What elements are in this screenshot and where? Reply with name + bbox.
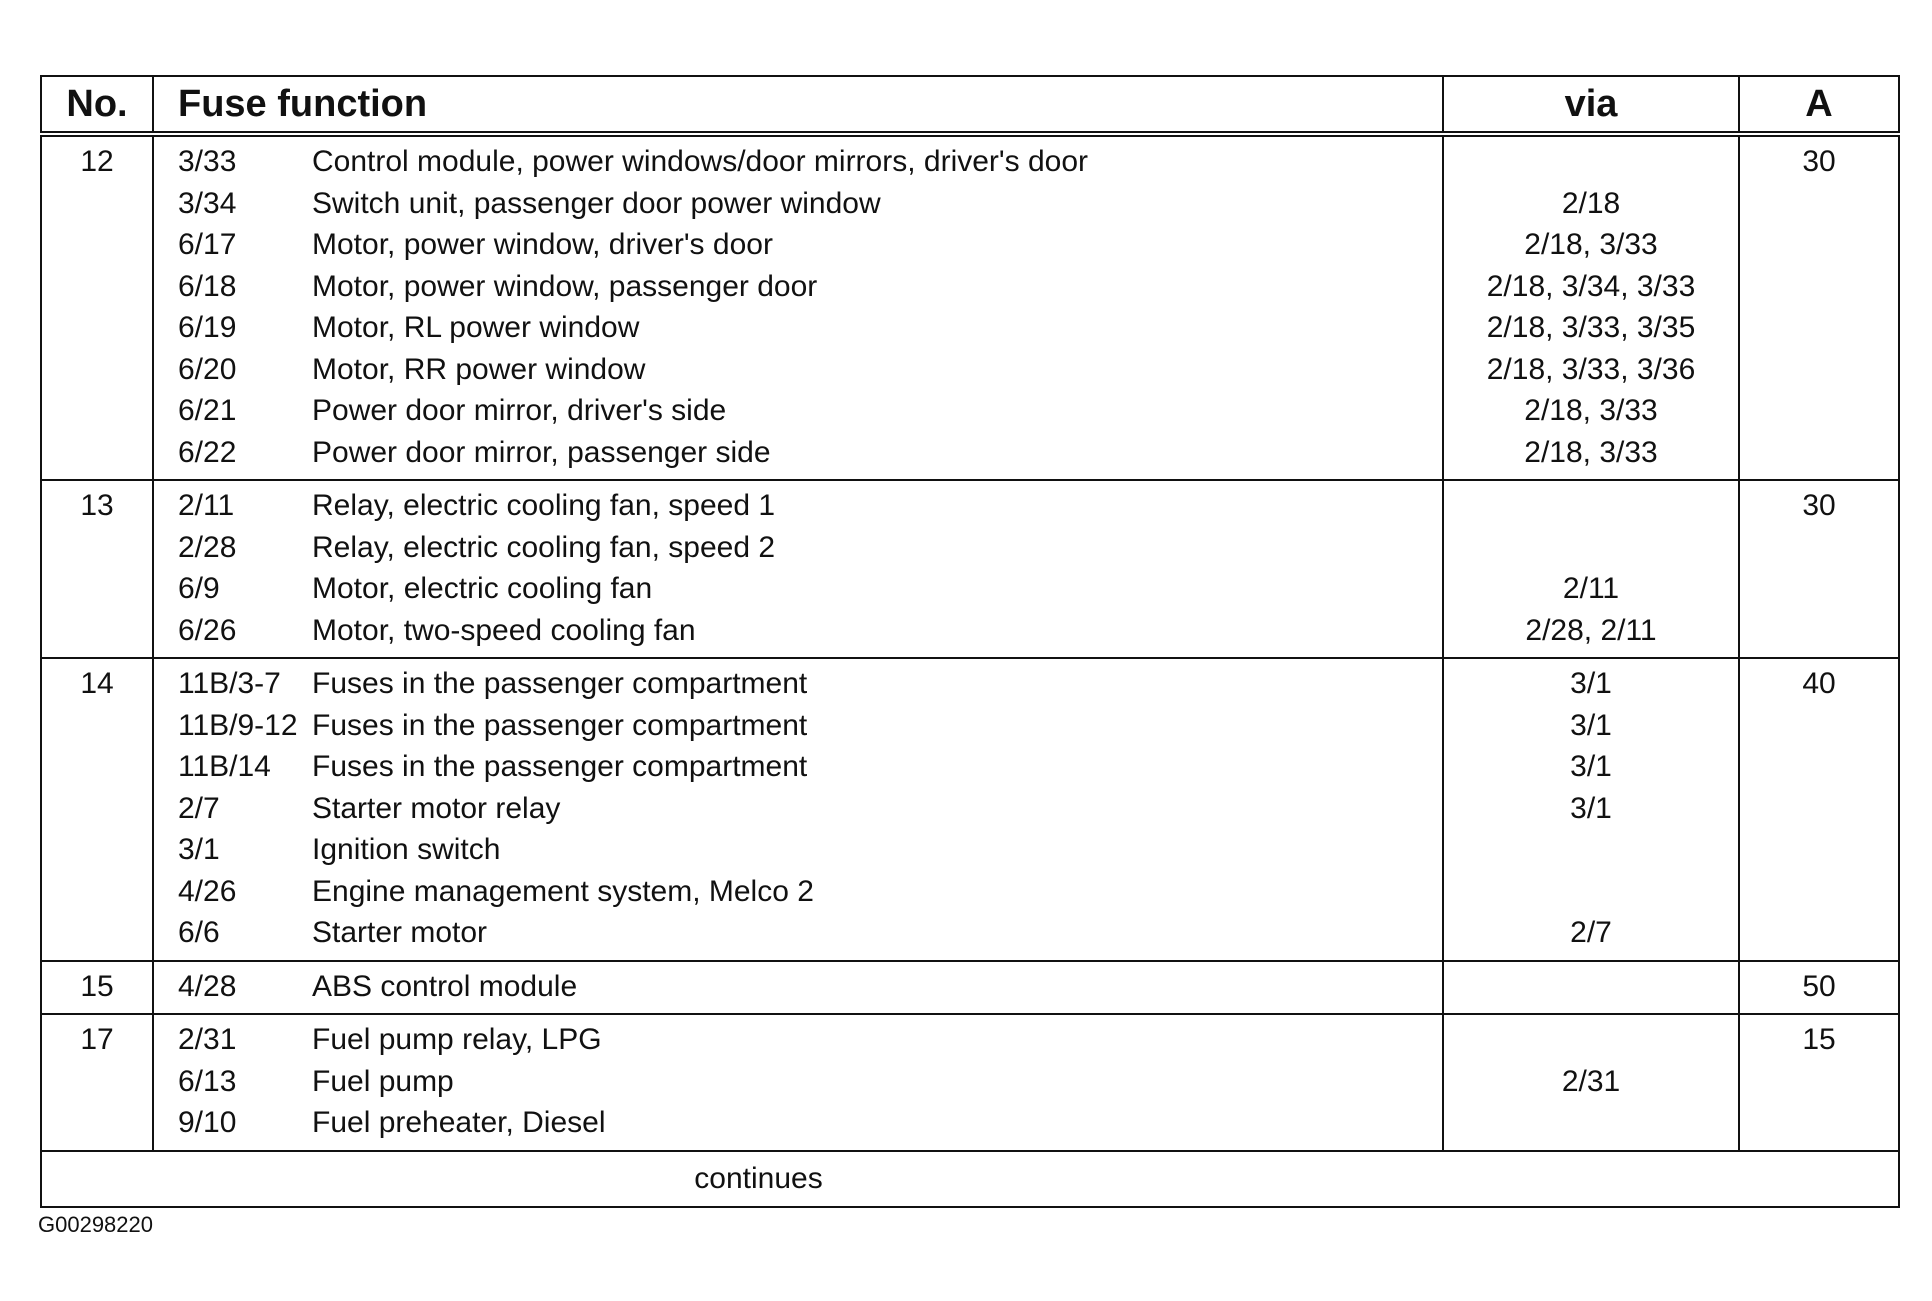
continues-empty-via	[1443, 1151, 1739, 1207]
via-value: 2/7	[1443, 912, 1739, 961]
header-fuse-function: Fuse function	[153, 76, 1443, 134]
table-row	[41, 568, 1899, 610]
via-value	[1443, 1014, 1739, 1061]
component-description: Motor, RR power window	[312, 349, 1443, 391]
fuse-amperage	[1739, 610, 1899, 659]
component-code: 6/17	[153, 224, 312, 266]
fuse-number	[41, 183, 153, 225]
via-value: 2/31	[1443, 1061, 1739, 1103]
via-value: 3/1	[1443, 705, 1739, 747]
component-code: 11B/9-12	[153, 705, 312, 747]
component-description: Engine management system, Melco 2	[312, 871, 1443, 913]
table-row	[41, 658, 1899, 705]
table-row	[41, 307, 1899, 349]
via-value: 3/1	[1443, 788, 1739, 830]
component-code: 9/10	[153, 1102, 312, 1151]
table-row	[41, 390, 1899, 432]
header-via: via	[1443, 76, 1739, 134]
component-code: 2/28	[153, 527, 312, 569]
continues-empty-no	[41, 1151, 153, 1207]
component-code: 3/33	[153, 134, 312, 183]
component-description: Motor, electric cooling fan	[312, 568, 1443, 610]
fuse-amperage	[1739, 183, 1899, 225]
fuse-number	[41, 746, 153, 788]
header-amperage: A	[1739, 76, 1899, 134]
fuse-number	[41, 1102, 153, 1151]
fuse-number	[41, 432, 153, 481]
component-description: Switch unit, passenger door power window	[312, 183, 1443, 225]
fuse-number	[41, 349, 153, 391]
component-description: Power door mirror, passenger side	[312, 432, 1443, 481]
component-code: 2/7	[153, 788, 312, 830]
table-row	[41, 349, 1899, 391]
fuse-amperage	[1739, 266, 1899, 308]
table-row	[41, 527, 1899, 569]
component-description: Fuses in the passenger compartment	[312, 746, 1443, 788]
fuse-number: 12	[41, 134, 153, 183]
component-description: Motor, power window, driver's door	[312, 224, 1443, 266]
table-row	[41, 961, 1899, 1015]
fuse-amperage	[1739, 1102, 1899, 1151]
via-value	[1443, 480, 1739, 527]
table-row	[41, 829, 1899, 871]
via-value: 2/18, 3/33, 3/36	[1443, 349, 1739, 391]
fuse-amperage	[1739, 527, 1899, 569]
fuse-amperage: 50	[1739, 961, 1899, 1015]
table-row	[41, 705, 1899, 747]
fuse-number	[41, 307, 153, 349]
table-body	[41, 134, 1899, 1151]
continues-row	[41, 1151, 1899, 1207]
table-row	[41, 1061, 1899, 1103]
via-value: 2/28, 2/11	[1443, 610, 1739, 659]
header-no: No.	[41, 76, 153, 134]
component-code: 2/11	[153, 480, 312, 527]
component-code: 4/28	[153, 961, 312, 1015]
fuse-amperage	[1739, 307, 1899, 349]
fuse-number	[41, 829, 153, 871]
via-value: 2/18	[1443, 183, 1739, 225]
component-code: 6/6	[153, 912, 312, 961]
fuse-number: 14	[41, 658, 153, 705]
component-code: 6/26	[153, 610, 312, 659]
component-description: Fuel pump relay, LPG	[312, 1014, 1443, 1061]
component-description: Motor, power window, passenger door	[312, 266, 1443, 308]
component-code: 6/13	[153, 1061, 312, 1103]
continues-label: continues	[153, 1151, 1443, 1207]
table-row	[41, 610, 1899, 659]
fuse-amperage	[1739, 788, 1899, 830]
via-value: 3/1	[1443, 658, 1739, 705]
fuse-number: 17	[41, 1014, 153, 1061]
component-description: Motor, RL power window	[312, 307, 1443, 349]
via-value	[1443, 871, 1739, 913]
fuse-amperage	[1739, 568, 1899, 610]
component-description: Relay, electric cooling fan, speed 1	[312, 480, 1443, 527]
fuse-number	[41, 610, 153, 659]
fuse-number	[41, 912, 153, 961]
table-header	[41, 76, 1899, 134]
fuse-amperage	[1739, 224, 1899, 266]
fuse-table	[40, 75, 1900, 1208]
fuse-number	[41, 568, 153, 610]
component-code: 3/1	[153, 829, 312, 871]
table-row	[41, 183, 1899, 225]
fuse-amperage	[1739, 432, 1899, 481]
via-value	[1443, 829, 1739, 871]
fuse-number	[41, 266, 153, 308]
component-code: 6/19	[153, 307, 312, 349]
via-value: 3/1	[1443, 746, 1739, 788]
fuse-amperage	[1739, 746, 1899, 788]
via-value: 2/18, 3/33	[1443, 432, 1739, 481]
table-row	[41, 1014, 1899, 1061]
component-description: Starter motor relay	[312, 788, 1443, 830]
table-row	[41, 480, 1899, 527]
fuse-amperage: 15	[1739, 1014, 1899, 1061]
fuse-amperage	[1739, 871, 1899, 913]
component-description: Control module, power windows/door mirrors, driver's door	[312, 134, 1443, 183]
via-value	[1443, 527, 1739, 569]
component-description: Fuel preheater, Diesel	[312, 1102, 1443, 1151]
table-row	[41, 432, 1899, 481]
fuse-number	[41, 705, 153, 747]
via-value	[1443, 961, 1739, 1015]
fuse-amperage: 30	[1739, 480, 1899, 527]
fuse-amperage	[1739, 829, 1899, 871]
fuse-amperage	[1739, 912, 1899, 961]
fuse-amperage	[1739, 705, 1899, 747]
table-row	[41, 912, 1899, 961]
component-description: Ignition switch	[312, 829, 1443, 871]
component-code: 6/21	[153, 390, 312, 432]
component-description: Fuses in the passenger compartment	[312, 658, 1443, 705]
component-description: Relay, electric cooling fan, speed 2	[312, 527, 1443, 569]
component-description: Fuses in the passenger compartment	[312, 705, 1443, 747]
via-value: 2/11	[1443, 568, 1739, 610]
via-value: 2/18, 3/33	[1443, 390, 1739, 432]
fuse-number	[41, 390, 153, 432]
component-code: 11B/14	[153, 746, 312, 788]
component-code: 6/20	[153, 349, 312, 391]
fuse-amperage	[1739, 390, 1899, 432]
component-code: 2/31	[153, 1014, 312, 1061]
table-row	[41, 746, 1899, 788]
component-description: Starter motor	[312, 912, 1443, 961]
table-row	[41, 224, 1899, 266]
fuse-number: 13	[41, 480, 153, 527]
component-description: Power door mirror, driver's side	[312, 390, 1443, 432]
component-description: Fuel pump	[312, 1061, 1443, 1103]
table-row	[41, 871, 1899, 913]
fuse-number	[41, 788, 153, 830]
component-code: 6/18	[153, 266, 312, 308]
fuse-number	[41, 224, 153, 266]
reference-code: G00298220	[38, 1212, 153, 1237]
via-value	[1443, 134, 1739, 183]
fuse-number	[41, 527, 153, 569]
fuse-amperage: 40	[1739, 658, 1899, 705]
table-row	[41, 788, 1899, 830]
fuse-amperage: 30	[1739, 134, 1899, 183]
component-code: 6/9	[153, 568, 312, 610]
via-value: 2/18, 3/33	[1443, 224, 1739, 266]
fuse-number	[41, 871, 153, 913]
fuse-number: 15	[41, 961, 153, 1015]
component-code: 4/26	[153, 871, 312, 913]
fuse-amperage	[1739, 1061, 1899, 1103]
table-row	[41, 1102, 1899, 1151]
component-code: 3/34	[153, 183, 312, 225]
component-description: Motor, two-speed cooling fan	[312, 610, 1443, 659]
table-row	[41, 134, 1899, 183]
via-value: 2/18, 3/34, 3/33	[1443, 266, 1739, 308]
component-code: 11B/3-7	[153, 658, 312, 705]
fuse-amperage	[1739, 349, 1899, 391]
via-value: 2/18, 3/33, 3/35	[1443, 307, 1739, 349]
table-row	[41, 266, 1899, 308]
continues-empty-a	[1739, 1151, 1899, 1207]
component-code: 6/22	[153, 432, 312, 481]
via-value	[1443, 1102, 1739, 1151]
component-description: ABS control module	[312, 961, 1443, 1015]
fuse-number	[41, 1061, 153, 1103]
